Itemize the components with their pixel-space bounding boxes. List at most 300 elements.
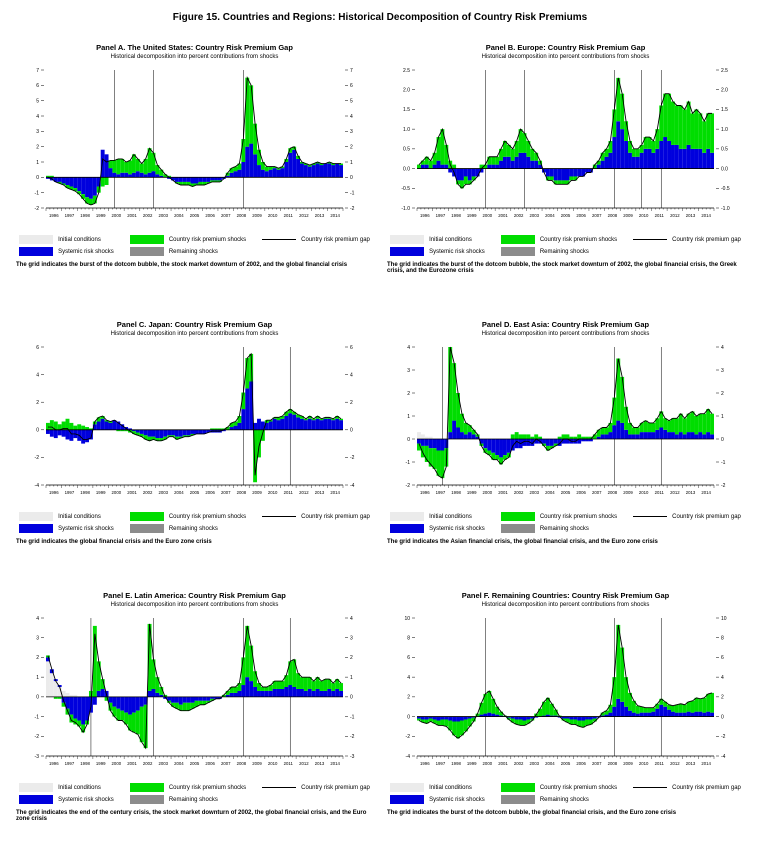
svg-text:2013: 2013 [314, 761, 325, 766]
svg-text:4: 4 [721, 344, 724, 351]
svg-text:3: 3 [721, 367, 724, 374]
svg-text:2014: 2014 [330, 213, 340, 218]
legend-label-gap: Country risk premium gap [672, 236, 741, 243]
svg-text:-0.5: -0.5 [721, 186, 730, 193]
svg-text:-4: -4 [405, 753, 410, 760]
legend-label-premium: Country risk premium shocks [168, 784, 247, 791]
panel-title: Panel B. Europe: Country Risk Premium Gap [485, 43, 646, 52]
panel-footnote: The grid indicates the burst of the dotcom bubble, the stock market downturn of 2002, and the global financial crisis [16, 262, 348, 268]
svg-text:2011: 2011 [283, 213, 293, 218]
gap-line-swatch [262, 787, 296, 788]
panel-footnote: The grid indicates the burst of the dotcom bubble, the global financial crisis, and the Euro zone crisis [387, 810, 677, 816]
svg-text:2008: 2008 [236, 761, 247, 766]
svg-text:4: 4 [36, 113, 39, 120]
svg-text:2005: 2005 [189, 490, 200, 495]
svg-text:2.0: 2.0 [403, 87, 410, 94]
svg-text:2003: 2003 [529, 761, 540, 766]
systemic-shocks-swatch [390, 795, 424, 804]
svg-text:0: 0 [721, 436, 724, 443]
svg-text:-4: -4 [350, 482, 355, 489]
svg-text:2012: 2012 [299, 761, 309, 766]
panel-footnote: The grid indicates the global financial crisis and the Euro zone crisis [16, 539, 212, 545]
svg-text:2000: 2000 [111, 761, 122, 766]
svg-text:1997: 1997 [435, 490, 446, 495]
svg-text:1997: 1997 [64, 761, 75, 766]
svg-text:2000: 2000 [482, 761, 493, 766]
svg-text:-1: -1 [350, 714, 355, 721]
legend-item-systemic-shocks [390, 795, 485, 804]
svg-text:1997: 1997 [435, 761, 446, 766]
svg-text:1996: 1996 [49, 761, 59, 766]
remaining-shocks-swatch [501, 795, 535, 804]
svg-text:2007: 2007 [591, 761, 602, 766]
legend-label-systemic: Systemic risk shocks [58, 248, 114, 255]
svg-text:2.0: 2.0 [721, 87, 728, 94]
premium-shocks-swatch [501, 512, 535, 521]
svg-text:2014: 2014 [330, 490, 340, 495]
svg-text:1996: 1996 [49, 213, 59, 218]
gap-line-swatch [633, 239, 667, 240]
svg-text:2004: 2004 [174, 213, 184, 218]
svg-text:1998: 1998 [80, 213, 90, 218]
svg-text:2010: 2010 [267, 761, 278, 766]
svg-text:2011: 2011 [654, 490, 664, 495]
systemic-shocks-swatch [19, 795, 53, 804]
svg-text:0.0: 0.0 [403, 166, 410, 173]
svg-text:2002: 2002 [142, 213, 153, 218]
svg-text:1996: 1996 [420, 213, 430, 218]
decomposition-chart [22, 62, 367, 232]
svg-text:0: 0 [36, 694, 39, 701]
svg-text:2010: 2010 [638, 213, 649, 218]
svg-text:2004: 2004 [545, 490, 555, 495]
svg-text:2014: 2014 [701, 490, 711, 495]
legend-label-initial: Initial conditions [58, 513, 101, 520]
panel [16, 320, 373, 545]
gap-line-swatch [262, 239, 296, 240]
panel [16, 43, 373, 274]
svg-text:2009: 2009 [252, 761, 262, 766]
svg-text:2.5: 2.5 [403, 67, 410, 74]
svg-text:1: 1 [350, 674, 353, 681]
svg-text:-3: -3 [34, 753, 39, 760]
panel-subtitle: Historical decomposition into percent contributions from shocks [481, 331, 650, 337]
svg-text:3: 3 [36, 129, 39, 136]
legend-item-remaining-shocks [130, 247, 246, 256]
svg-text:-2: -2 [350, 455, 355, 462]
svg-text:2: 2 [407, 694, 410, 701]
svg-text:6: 6 [721, 655, 724, 662]
legend-label-remaining: Remaining shocks [539, 796, 589, 803]
systemic-shocks-swatch [390, 524, 424, 533]
svg-text:1: 1 [407, 413, 410, 420]
svg-text:0: 0 [350, 427, 353, 434]
svg-text:2000: 2000 [482, 213, 493, 218]
svg-text:-2: -2 [34, 734, 39, 741]
legend-item-gap-line [633, 783, 741, 792]
svg-text:2008: 2008 [607, 213, 618, 218]
legend-label-premium: Country risk premium shocks [168, 513, 247, 520]
svg-text:1998: 1998 [80, 761, 90, 766]
legend-label-systemic: Systemic risk shocks [58, 796, 114, 803]
svg-text:2005: 2005 [560, 761, 571, 766]
svg-text:2007: 2007 [591, 490, 602, 495]
svg-text:2008: 2008 [607, 761, 618, 766]
legend-item-initial-conditions [390, 783, 485, 792]
svg-text:1: 1 [721, 413, 724, 420]
panel-footnote: The grid indicates the Asian financial crisis, the global financial crisis, and the Euro zone crisis [387, 539, 658, 545]
panel-title: Panel A. The United States: Country Risk Premium Gap [96, 43, 293, 52]
svg-text:1999: 1999 [466, 761, 477, 766]
panel-title: Panel E. Latin America: Country Risk Premium Gap [103, 591, 286, 600]
svg-text:2.5: 2.5 [721, 67, 728, 74]
svg-text:2003: 2003 [529, 213, 540, 218]
panel-title: Panel F. Remaining Countries: Country Risk Premium Gap [461, 591, 670, 600]
svg-text:1997: 1997 [435, 213, 446, 218]
legend-label-initial: Initial conditions [58, 784, 101, 791]
remaining-shocks-swatch [130, 795, 164, 804]
svg-text:2013: 2013 [685, 213, 696, 218]
panel-subtitle: Historical decomposition into percent contributions from shocks [481, 54, 650, 60]
chart-legend [16, 783, 373, 804]
svg-text:2007: 2007 [220, 213, 231, 218]
svg-text:2009: 2009 [623, 490, 633, 495]
svg-text:-2: -2 [721, 482, 726, 489]
legend-item-initial-conditions [19, 235, 114, 244]
svg-text:2006: 2006 [576, 213, 586, 218]
svg-text:2000: 2000 [111, 213, 122, 218]
svg-text:2003: 2003 [158, 490, 169, 495]
svg-text:2: 2 [350, 400, 353, 406]
svg-text:6: 6 [350, 344, 353, 351]
decomposition-chart [22, 610, 367, 780]
panel [387, 43, 744, 274]
premium-shocks-swatch [130, 235, 164, 244]
legend-label-premium: Country risk premium shocks [168, 236, 247, 243]
premium-shocks-swatch [130, 783, 164, 792]
svg-text:2002: 2002 [513, 213, 524, 218]
legend-label-systemic: Systemic risk shocks [429, 525, 485, 532]
svg-text:-1: -1 [721, 459, 726, 466]
svg-text:1998: 1998 [451, 213, 461, 218]
svg-text:6: 6 [350, 83, 353, 90]
svg-text:2007: 2007 [220, 490, 231, 495]
svg-text:-2: -2 [34, 205, 39, 212]
initial-conditions-swatch [390, 235, 424, 244]
decomposition-chart [22, 339, 367, 509]
svg-text:2009: 2009 [252, 490, 262, 495]
svg-text:2002: 2002 [142, 490, 153, 495]
svg-text:2013: 2013 [685, 490, 696, 495]
legend-item-premium-shocks [130, 235, 246, 244]
premium-shocks-swatch [130, 512, 164, 521]
svg-text:6: 6 [407, 655, 410, 662]
legend-item-systemic-shocks [390, 247, 485, 256]
svg-text:8: 8 [407, 635, 410, 642]
legend-label-remaining: Remaining shocks [539, 525, 589, 532]
legend-label-remaining: Remaining shocks [168, 248, 218, 255]
legend-label-premium: Country risk premium shocks [539, 236, 618, 243]
systemic-shocks-swatch [19, 247, 53, 256]
svg-text:0.5: 0.5 [721, 146, 728, 153]
svg-text:1999: 1999 [95, 490, 106, 495]
remaining-shocks-swatch [501, 524, 535, 533]
svg-text:-2: -2 [34, 455, 39, 462]
svg-text:2011: 2011 [654, 761, 664, 766]
svg-text:5: 5 [350, 98, 353, 105]
panel-subtitle: Historical decomposition into percent contributions from shocks [110, 602, 279, 608]
systemic-shocks-swatch [19, 524, 53, 533]
svg-text:2005: 2005 [189, 761, 200, 766]
svg-text:1999: 1999 [466, 213, 477, 218]
svg-text:3: 3 [36, 635, 39, 642]
legend-item-systemic-shocks [390, 524, 485, 533]
svg-text:6: 6 [36, 83, 39, 90]
legend-item-remaining-shocks [501, 795, 617, 804]
svg-text:2: 2 [36, 144, 39, 151]
svg-text:-4: -4 [721, 753, 726, 760]
svg-text:1.5: 1.5 [403, 107, 410, 114]
initial-conditions-swatch [390, 512, 424, 521]
legend-label-systemic: Systemic risk shocks [58, 525, 114, 532]
svg-text:2014: 2014 [330, 761, 340, 766]
svg-text:-1: -1 [34, 714, 39, 721]
svg-text:2012: 2012 [670, 490, 680, 495]
svg-text:1: 1 [36, 159, 39, 166]
svg-text:2003: 2003 [158, 761, 169, 766]
svg-text:-1.0: -1.0 [401, 205, 410, 212]
panel [387, 320, 744, 545]
svg-text:2010: 2010 [638, 761, 649, 766]
svg-text:-1.0: -1.0 [721, 205, 730, 212]
svg-text:2007: 2007 [591, 213, 602, 218]
gap-line-swatch [262, 516, 296, 517]
svg-text:2004: 2004 [174, 490, 184, 495]
svg-text:2001: 2001 [498, 213, 508, 218]
svg-text:2006: 2006 [205, 213, 215, 218]
svg-text:2004: 2004 [545, 213, 555, 218]
svg-text:2001: 2001 [498, 761, 508, 766]
legend-label-premium: Country risk premium shocks [539, 513, 618, 520]
svg-text:3: 3 [350, 635, 353, 642]
legend-item-gap-line [262, 512, 370, 521]
svg-text:4: 4 [350, 372, 353, 379]
svg-text:1.0: 1.0 [721, 126, 728, 133]
svg-text:-1: -1 [350, 190, 355, 197]
svg-text:7: 7 [350, 67, 353, 74]
svg-text:2004: 2004 [174, 761, 184, 766]
svg-text:2006: 2006 [576, 761, 586, 766]
legend-item-premium-shocks [501, 512, 617, 521]
legend-label-gap: Country risk premium gap [301, 784, 370, 791]
remaining-shocks-swatch [130, 524, 164, 533]
svg-text:1998: 1998 [451, 761, 461, 766]
svg-text:2011: 2011 [283, 490, 293, 495]
svg-text:4: 4 [36, 372, 39, 379]
legend-label-systemic: Systemic risk shocks [429, 248, 485, 255]
chart-legend [387, 235, 744, 256]
panel [16, 591, 373, 822]
legend-item-systemic-shocks [19, 524, 114, 533]
svg-text:10: 10 [404, 615, 410, 622]
svg-text:2006: 2006 [576, 490, 586, 495]
legend-label-gap: Country risk premium gap [672, 513, 741, 520]
svg-text:2: 2 [721, 390, 724, 397]
svg-text:1996: 1996 [420, 761, 430, 766]
remaining-shocks-swatch [130, 247, 164, 256]
legend-item-premium-shocks [130, 783, 246, 792]
legend-item-gap-line [633, 512, 741, 521]
svg-text:2001: 2001 [127, 490, 137, 495]
legend-item-gap-line [262, 235, 370, 244]
svg-text:5: 5 [36, 98, 39, 105]
premium-shocks-swatch [501, 783, 535, 792]
svg-text:0: 0 [36, 175, 39, 182]
svg-text:-3: -3 [350, 753, 355, 760]
legend-item-initial-conditions [19, 783, 114, 792]
svg-text:2014: 2014 [701, 761, 711, 766]
panel-subtitle: Historical decomposition into percent contributions from shocks [110, 54, 279, 60]
svg-text:7: 7 [36, 67, 39, 74]
legend-label-gap: Country risk premium gap [672, 784, 741, 791]
svg-text:1999: 1999 [466, 490, 477, 495]
svg-text:0: 0 [721, 714, 724, 721]
svg-text:2005: 2005 [189, 213, 200, 218]
svg-text:2007: 2007 [220, 761, 231, 766]
legend-item-remaining-shocks [130, 795, 246, 804]
svg-text:0.5: 0.5 [403, 146, 410, 153]
legend-label-systemic: Systemic risk shocks [429, 796, 485, 803]
svg-text:2009: 2009 [252, 213, 262, 218]
svg-text:2004: 2004 [545, 761, 555, 766]
svg-text:4: 4 [407, 344, 410, 351]
svg-text:2008: 2008 [236, 490, 247, 495]
legend-label-remaining: Remaining shocks [539, 248, 589, 255]
svg-text:1997: 1997 [64, 490, 75, 495]
svg-text:-2: -2 [405, 734, 410, 741]
svg-text:4: 4 [350, 113, 353, 120]
svg-text:0: 0 [36, 427, 39, 434]
svg-text:3: 3 [350, 129, 353, 136]
svg-text:1: 1 [36, 674, 39, 681]
legend-label-remaining: Remaining shocks [168, 525, 218, 532]
svg-text:0.0: 0.0 [721, 166, 728, 173]
legend-item-gap-line [633, 235, 741, 244]
svg-text:1: 1 [350, 159, 353, 166]
legend-label-gap: Country risk premium gap [301, 513, 370, 520]
panel-title: Panel D. East Asia: Country Risk Premium Gap [481, 320, 650, 329]
legend-item-systemic-shocks [19, 247, 114, 256]
gap-line-swatch [633, 516, 667, 517]
legend-item-gap-line [262, 783, 370, 792]
svg-text:1996: 1996 [49, 490, 59, 495]
svg-text:1.5: 1.5 [721, 107, 728, 114]
panel-footnote: The grid indicates the end of the century crisis, the stock market downturn of 2002, the global financial crisis, and the Euro zone crisis [16, 810, 367, 822]
panel [387, 591, 744, 822]
initial-conditions-swatch [19, 512, 53, 521]
chart-legend [16, 235, 373, 256]
svg-text:2005: 2005 [560, 490, 571, 495]
svg-text:-1: -1 [34, 190, 39, 197]
svg-text:2: 2 [36, 655, 39, 662]
svg-text:2006: 2006 [205, 761, 215, 766]
initial-conditions-swatch [390, 783, 424, 792]
svg-text:2013: 2013 [314, 490, 325, 495]
svg-text:1997: 1997 [64, 213, 75, 218]
legend-item-initial-conditions [19, 512, 114, 521]
legend-item-initial-conditions [390, 512, 485, 521]
svg-text:1.0: 1.0 [403, 126, 410, 133]
decomposition-chart [393, 610, 738, 780]
svg-text:2010: 2010 [267, 213, 278, 218]
legend-item-initial-conditions [390, 235, 485, 244]
legend-label-remaining: Remaining shocks [168, 796, 218, 803]
svg-text:8: 8 [721, 635, 724, 642]
svg-text:2: 2 [721, 694, 724, 701]
svg-text:2014: 2014 [701, 213, 711, 218]
panel-footnote: The grid indicates the burst of the dotcom bubble, the stock market downturn of 2002, the global financial crisis, the Greek crisis, and the Eurozone crisis [387, 262, 737, 274]
svg-text:2011: 2011 [283, 761, 293, 766]
legend-label-gap: Country risk premium gap [301, 236, 370, 243]
svg-text:2: 2 [407, 390, 410, 397]
svg-text:2002: 2002 [513, 490, 524, 495]
chart-legend [387, 783, 744, 804]
svg-text:2012: 2012 [670, 761, 680, 766]
svg-text:-2: -2 [350, 734, 355, 741]
premium-shocks-swatch [501, 235, 535, 244]
svg-text:2009: 2009 [623, 213, 633, 218]
legend-label-initial: Initial conditions [429, 784, 472, 791]
svg-text:1999: 1999 [95, 213, 106, 218]
svg-text:2010: 2010 [267, 490, 278, 495]
svg-text:-0.5: -0.5 [401, 186, 410, 193]
svg-text:2013: 2013 [314, 213, 325, 218]
legend-item-premium-shocks [501, 235, 617, 244]
panel-subtitle: Historical decomposition into percent contributions from shocks [110, 331, 279, 337]
svg-text:4: 4 [36, 615, 39, 622]
svg-text:2001: 2001 [498, 490, 508, 495]
svg-text:2003: 2003 [529, 490, 540, 495]
svg-text:4: 4 [350, 615, 353, 622]
legend-item-remaining-shocks [130, 524, 246, 533]
svg-text:2002: 2002 [513, 761, 524, 766]
figure-title: Figure 15. Countries and Regions: Historical Decomposition of Country Risk Premiums [172, 12, 588, 23]
svg-text:-2: -2 [721, 734, 726, 741]
legend-item-remaining-shocks [501, 524, 617, 533]
svg-text:1998: 1998 [451, 490, 461, 495]
initial-conditions-swatch [19, 783, 53, 792]
svg-text:2001: 2001 [127, 761, 137, 766]
svg-text:2005: 2005 [560, 213, 571, 218]
svg-text:4: 4 [407, 674, 410, 681]
remaining-shocks-swatch [501, 247, 535, 256]
svg-text:2000: 2000 [482, 490, 493, 495]
svg-text:3: 3 [407, 367, 410, 374]
svg-text:2002: 2002 [142, 761, 153, 766]
svg-text:1998: 1998 [80, 490, 90, 495]
svg-text:2013: 2013 [685, 761, 696, 766]
legend-item-premium-shocks [130, 512, 246, 521]
svg-text:2012: 2012 [670, 213, 680, 218]
chart-legend [387, 512, 744, 533]
svg-text:0: 0 [350, 694, 353, 701]
systemic-shocks-swatch [390, 247, 424, 256]
decomposition-chart [393, 62, 738, 232]
legend-label-initial: Initial conditions [429, 513, 472, 520]
svg-text:2000: 2000 [111, 490, 122, 495]
panel-subtitle: Historical decomposition into percent contributions from shocks [481, 602, 650, 608]
svg-text:-1: -1 [405, 459, 410, 466]
